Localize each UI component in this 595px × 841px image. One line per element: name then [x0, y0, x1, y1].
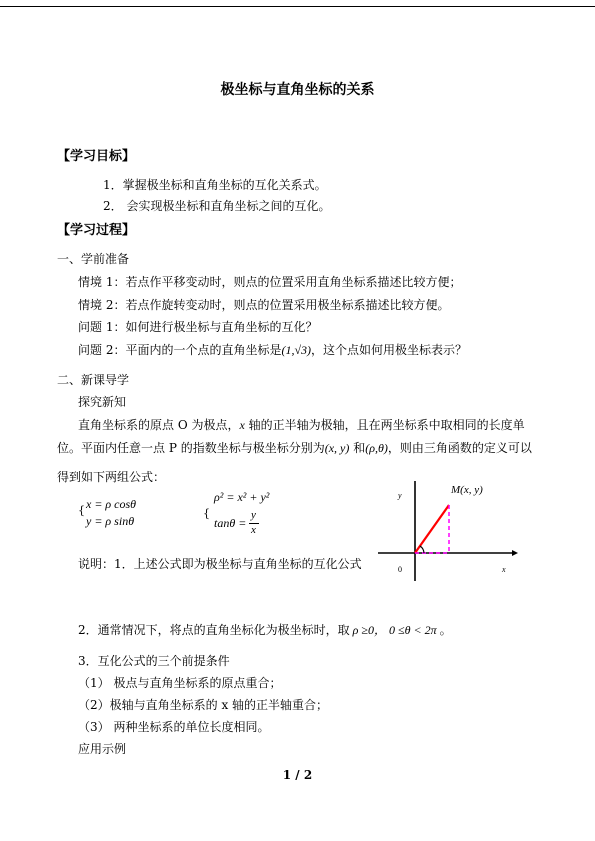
- paragraph-line-1: [78, 416, 525, 433]
- formula-rho: ρ² = x² + y²: [214, 490, 270, 504]
- point-label: M(x, y): [451, 484, 483, 496]
- note-2-text-b: 。: [439, 623, 452, 637]
- radius-segment: [415, 505, 449, 553]
- para-line2-math-1: (x, y): [324, 441, 350, 455]
- page-number: 1 / 2: [282, 768, 313, 782]
- formula-tan-lhs: tanθ =: [214, 516, 247, 530]
- situation-2: 情境 2：若点作旋转变动时，则点的位置采用极坐标系描述比较方便。: [78, 298, 450, 312]
- situation-1: 情境 1：若点作平移变动时，则点的位置采用直角坐标系描述比较方便；: [78, 275, 462, 289]
- question-2-text-a: 问题 2：平面内的一个点的直角坐标是: [78, 343, 282, 357]
- y-axis-label: y: [398, 491, 402, 500]
- coordinate-diagram: [370, 478, 520, 583]
- question-2: [78, 341, 467, 358]
- note-2-text-a: 2．通常情况下，将点的直角坐标化为极坐标时，取: [78, 623, 350, 637]
- condition-3: （3） 两种坐标系的单位长度相同。: [78, 720, 270, 734]
- condition-1: （1） 极点与直角坐标系的原点重合；: [78, 676, 282, 690]
- new-heading: 二、新课导学: [57, 373, 130, 387]
- formula-tan-den: x: [251, 524, 256, 536]
- goals-heading: 【学习目标】: [57, 149, 136, 164]
- note-2: [78, 621, 452, 638]
- para-line1-text-a: 直角坐标系的原点 O 为极点，: [78, 418, 240, 432]
- page-title: 极坐标与直角坐标的关系: [220, 82, 375, 98]
- para-line2-text-b: ，则由三角函数的定义可以: [387, 441, 532, 455]
- para-line1-text-b: 轴的正半轴为极轴，且在两坐标系中取相同的长度单: [244, 418, 525, 432]
- para-line2-text-a: 位。平面内任意一点 P 的指数坐标与极坐标分别为: [57, 441, 325, 455]
- condition-2: （2）极轴与直角坐标系的 x 轴的正半轴重合；: [78, 698, 329, 712]
- goal-1: 1．掌握极坐标和直角坐标的互化关系式。: [103, 178, 327, 192]
- prep-heading: 一、学前准备: [57, 252, 130, 266]
- example-label: 应用示例: [78, 742, 127, 756]
- para-line2-math-2: (ρ,θ): [365, 441, 388, 455]
- x-axis-label: x: [502, 565, 506, 574]
- note-1: 说明：1．上述公式即为极坐标与直角坐标的互化公式: [78, 557, 362, 571]
- x-axis-arrow: [512, 550, 518, 556]
- note-2-math: ρ ≥0， 0 ≤θ < 2π: [352, 623, 437, 637]
- paragraph-line-2: [57, 439, 532, 456]
- angle-arc: [420, 546, 424, 553]
- paragraph-line-3: 得到如下两组公式：: [57, 470, 166, 484]
- formula-x: x = ρ cosθ: [86, 497, 137, 511]
- para-line2-and: 和: [349, 441, 366, 455]
- explore-label: 探究新知: [78, 395, 127, 409]
- item-3: 3．互化公式的三个前提条件: [78, 654, 230, 668]
- formula-y: y = ρ sinθ: [86, 514, 135, 528]
- origin-label: 0: [398, 565, 402, 574]
- brace-1: {: [78, 504, 85, 517]
- para-line1-x: x: [239, 418, 245, 432]
- formula-tan-num: y: [251, 509, 256, 521]
- header-rule: [0, 6, 595, 7]
- process-heading: 【学习过程】: [57, 223, 136, 238]
- question-2-math: (1,√3): [281, 343, 312, 357]
- brace-2: {: [203, 507, 210, 520]
- question-2-text-b: ，这个点如何用极坐标表示？: [311, 343, 468, 357]
- goal-2: 2． 会实现极坐标和直角坐标之间的互化。: [103, 199, 331, 213]
- question-1: 问题 1：如何进行极坐标与直角坐标的互化？: [78, 320, 318, 334]
